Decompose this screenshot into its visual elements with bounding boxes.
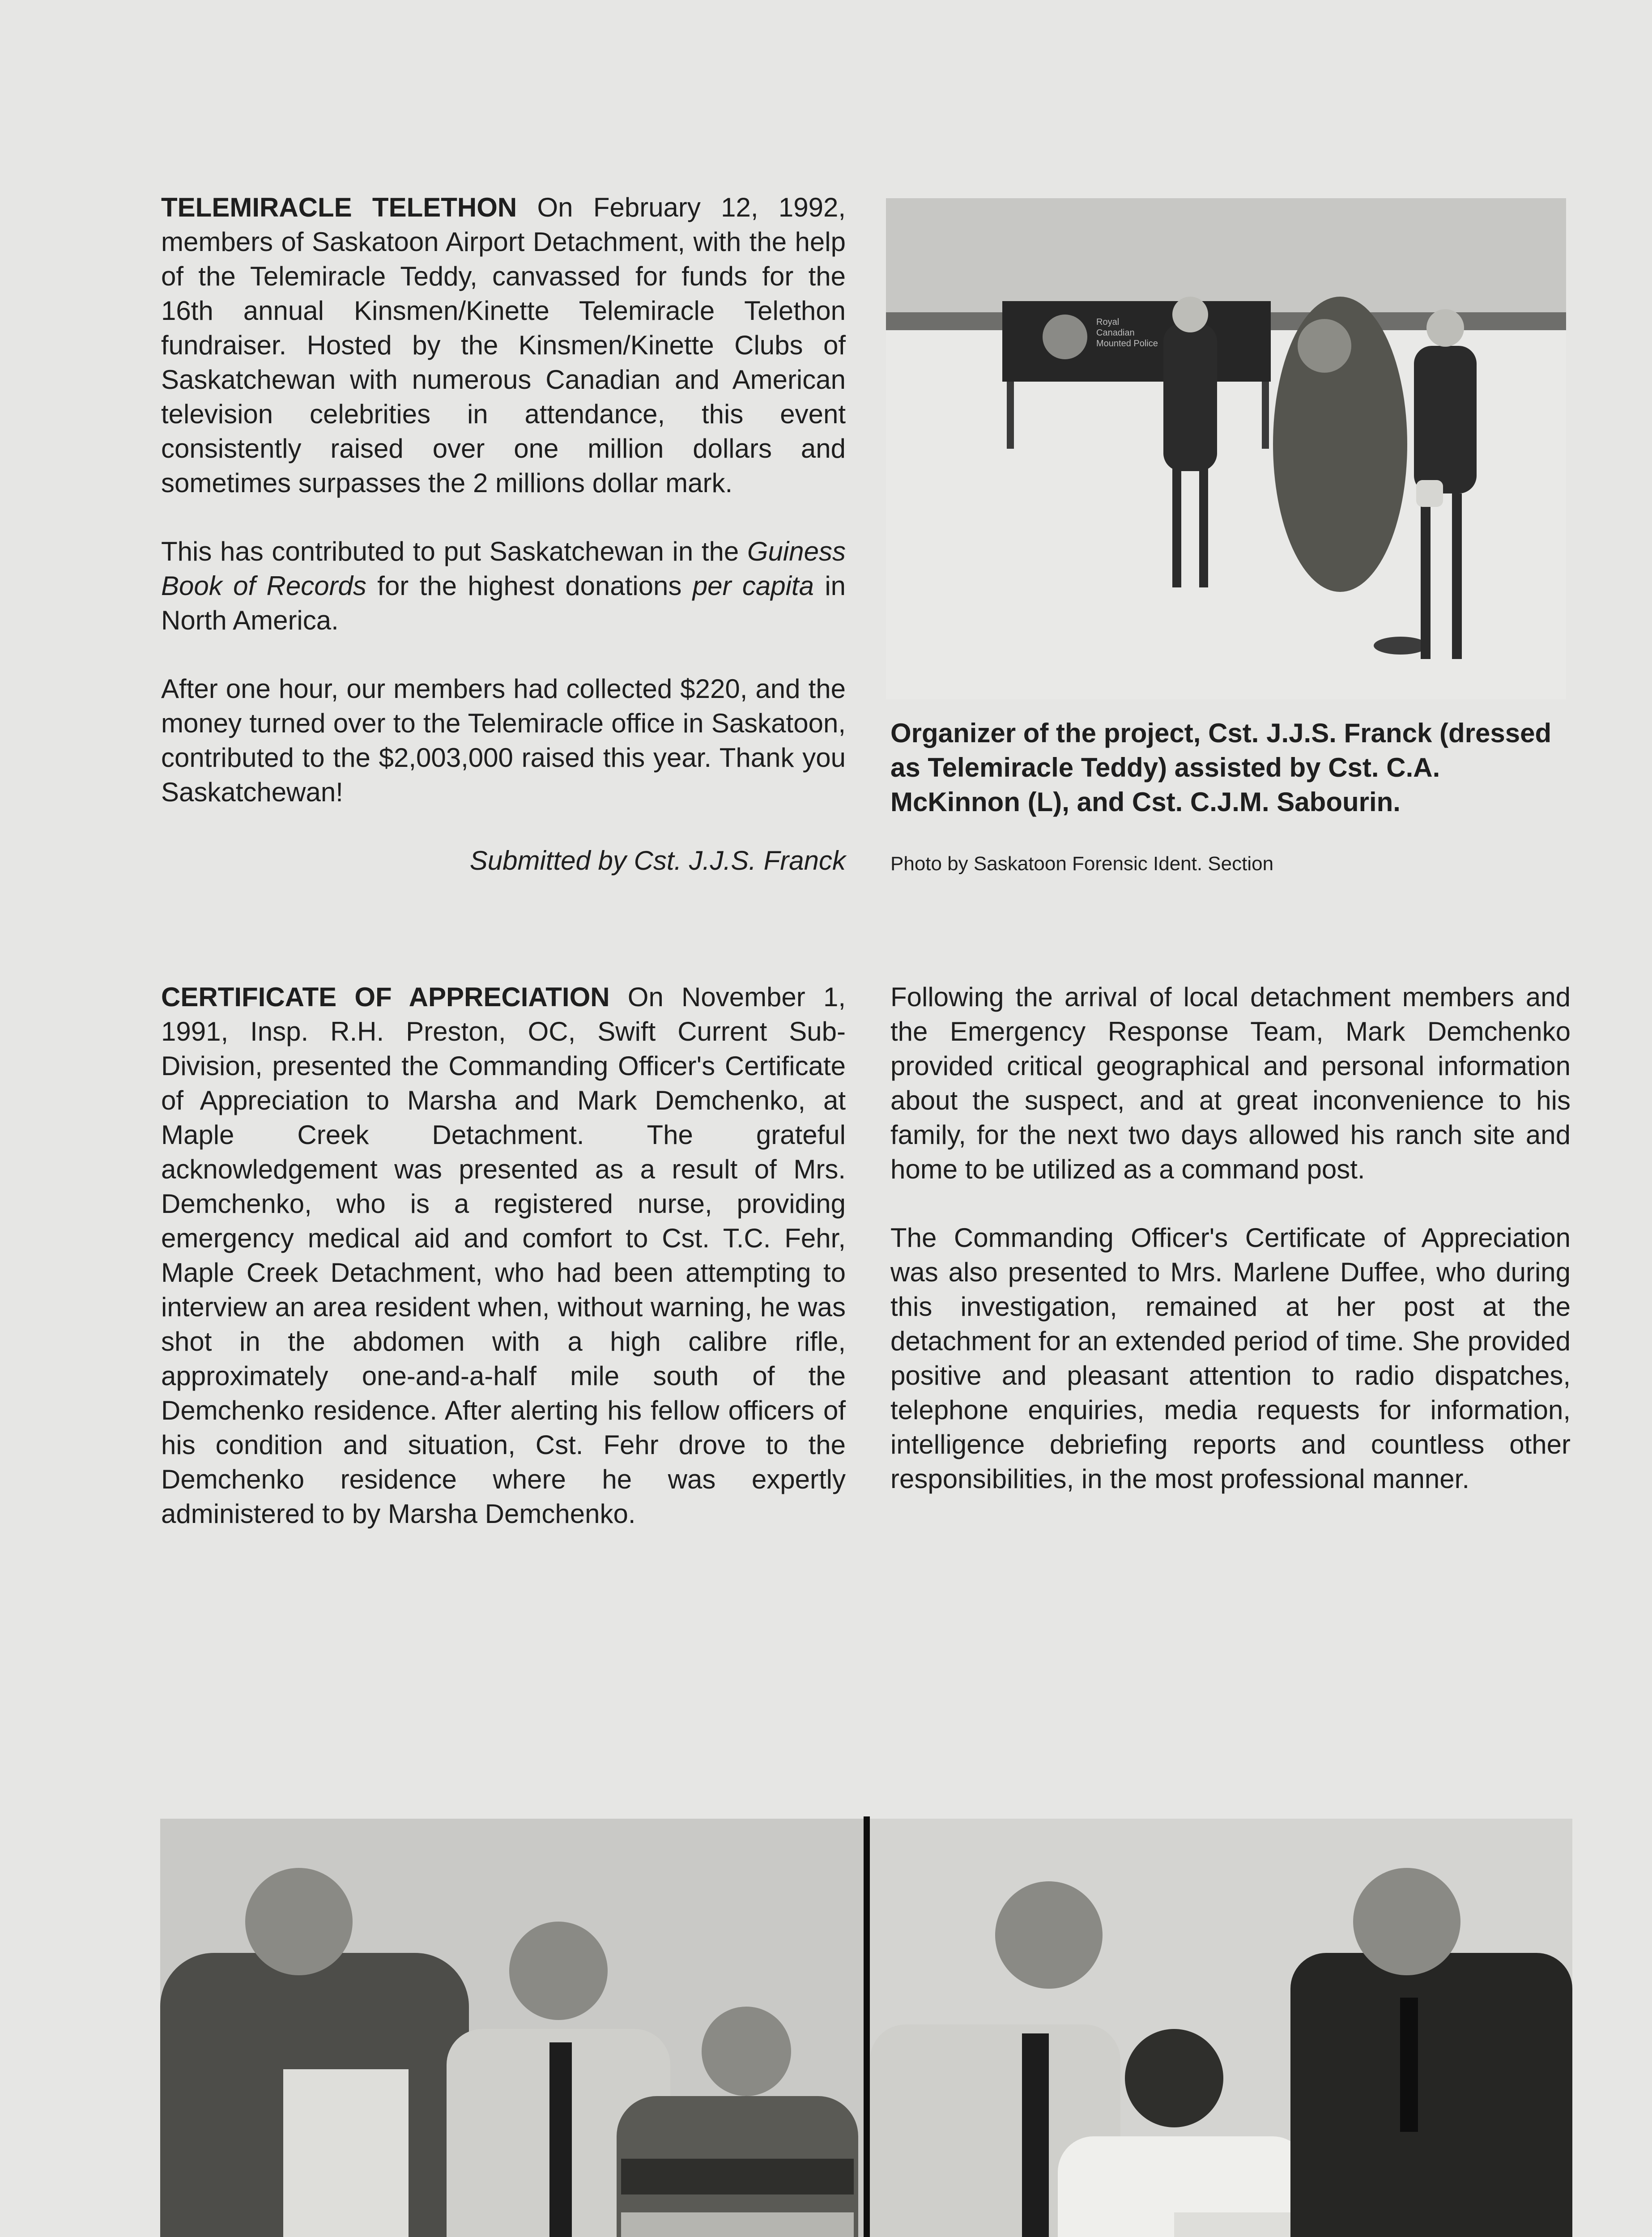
photo-1-image: [160, 1819, 864, 2237]
teddy-photo-caption-block: [890, 716, 1571, 877]
photo-2: [870, 1819, 1572, 2237]
telemiracle-paragraph-2-text-c: in North America.: [161, 571, 846, 635]
certificate-right-paragraph-2: The Commanding Officer's Certificate of Appreciation was also presented to Mrs. Marlene Duffee, who during this investigation, remained at her post at the detachment for an extended period of time. She provided positive and pleasant attention to radio dispatches, telephone enquiries, media requests for information, intelligence debriefing reports and countless other responsibilities, in the most professional manner.: [890, 1223, 1571, 1494]
telemiracle-paragraph-1-text: On February 12, 1992, members of Saskatoon Airport Detachment, with the help of the Telemiracle Teddy, canvassed for funds for the 16th annual Kinsmen/Kinette Telemiracle Telethon fundraiser. Hosted by the Kinsmen/Kinette Clubs of Saskatchewan with numerous Canadian and American television celebrities in attendance, this event consistently raised over one million dollars and sometimes surpasses the 2 millions dollar mark.: [161, 192, 846, 498]
rcmp-sign-text: Royal Canadian Mounted Police: [1096, 317, 1158, 349]
photo-divider: [864, 1816, 870, 2237]
certificate-article: [161, 980, 846, 1531]
photo-2-image: [870, 1819, 1572, 2237]
certificate-paragraph-1-text: On November 1, 1991, Insp. R.H. Preston, OC, Swift Current Sub-Division, presented the Commanding Officer's Certificate of Appreciation to Marsha and Mark Demchenko, at Maple Creek Detachment. The grateful acknowledgement was presented as a result of Mrs. Demchenko, who is a registered nurse, providing emergency medical aid and comfort to Cst. T.C. Fehr, Maple Creek Detachment, who had been attempting to interview an area resident when, without warning, he was shot in the abdomen with a high calibre rifle, approximately one-and-a-half mile south of the Demchenko residence. After alerting his fellow officers of his condition and situation, Cst. Fehr drove to the Demchenko residence where he was expertly administered to by Marsha Demchenko.: [161, 982, 846, 1529]
telemiracle-paragraph-3: After one hour, our members had collected $220, and the money turned over to the Telemiracle office in Saskatoon, contributed to the $2,003,000 raised this year. Thank you Saskatchewan!: [161, 674, 846, 807]
teddy-photo-caption: Organizer of the project, Cst. J.J.S. Franck (dressed as Telemiracle Teddy) assisted by Cst. C.A. McKinnon (L), and Cst. C.J.M. Sabourin.: [890, 718, 1552, 817]
telemiracle-paragraph-2-text-b: for the highest donations: [366, 571, 693, 601]
certificate-article-continued: [890, 980, 1571, 1496]
photo-1: [160, 1819, 864, 2237]
teddy-photo-image: [886, 198, 1566, 699]
telemiracle-signature: Submitted by Cst. J.J.S. Franck: [469, 846, 846, 876]
teddy-photo-credit: Photo by Saskatoon Forensic Ident. Section: [890, 853, 1274, 875]
certificate-right-paragraph-1: Following the arrival of local detachment members and the Emergency Response Team, Mark Demchenko provided critical geographical and personal information about the suspect, and at great inconvenience to his family, for the next two days allowed his ranch site and home to be utilized as a command post.: [890, 982, 1571, 1184]
telemiracle-article: [161, 190, 846, 878]
teddy-photo: [886, 198, 1566, 699]
per-capita-term: per capita: [692, 571, 814, 601]
certificate-heading: CERTIFICATE OF APPRECIATION: [161, 982, 610, 1012]
telemiracle-paragraph-2: [161, 534, 846, 638]
book-title: Guiness Book of Records: [161, 536, 846, 601]
telemiracle-paragraph-2-text-a: This has contributed to put Saskatchewan in the: [161, 536, 747, 566]
telemiracle-paragraph-1: [161, 190, 846, 500]
certificate-paragraph-1: [161, 980, 846, 1531]
telemiracle-heading: TELEMIRACLE TELETHON: [161, 192, 517, 222]
